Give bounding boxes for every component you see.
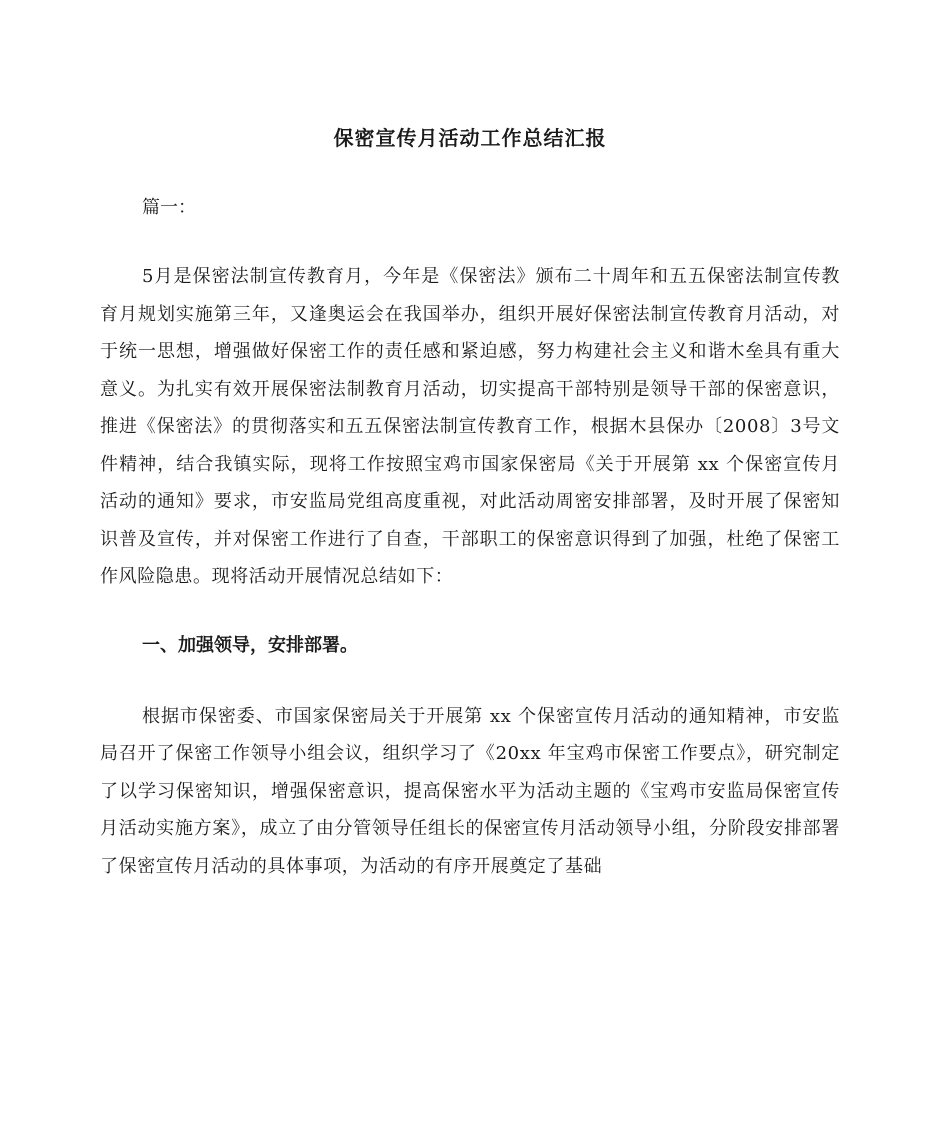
document-page: [100, 118, 840, 885]
section-heading-1: 一、加强领导，安排部署。: [142, 634, 358, 656]
part-label: 篇一：: [142, 197, 196, 218]
document-title: 保密宣传月活动工作总结汇报: [333, 126, 607, 150]
paragraph-intro: 5月是保密法制宣传教育月，今年是《保密法》颁布二十周年和五五保密法制宣传教育月规划实施第三年，又逢奥运会在我国举办，组织开展好保密法制宣传教育月活动，对于统一思想，增强做好保密工作的责任感和紧迫感，努力构建社会主义和谐木垒具有重大意义。为扎实有效开展保密法制教育月活动，切实提高干部特别是领导干部的保密意识，推进《保密法》的贯彻落实和五五保密法制宣传教育工作，根据木县保办〔2008〕3号文件精神，结合我镇实际，现将工作按照宝鸡市国家保密局《关于开展第 xx 个保密宣传月活动的通知》要求，市安监局党组高度重视，对此活动周密安排部署，及时开展了保密知识普及宣传，并对保密工作进行了自查，干部职工的保密意识得到了加强，杜绝了保密工作风险隐患。现将活动开展情况总结如下：: [100, 266, 840, 587]
paragraph-section-1: 根据市保密委、市国家保密局关于开展第 xx 个保密宣传月活动的通知精神，市安监局召开了保密工作领导小组会议，组织学习了《20xx 年宝鸡市保密工作要点》，研究制定了以学习保密知识，增强保密意识，提高保密水平为活动主题的《宝鸡市安监局保密宣传月活动实施方案》，成立了由分管领导任组长的保密宣传月活动领导小组，分阶段安排部署了保密宣传月活动的具体事项，为活动的有序开展奠定了基础: [100, 705, 840, 877]
